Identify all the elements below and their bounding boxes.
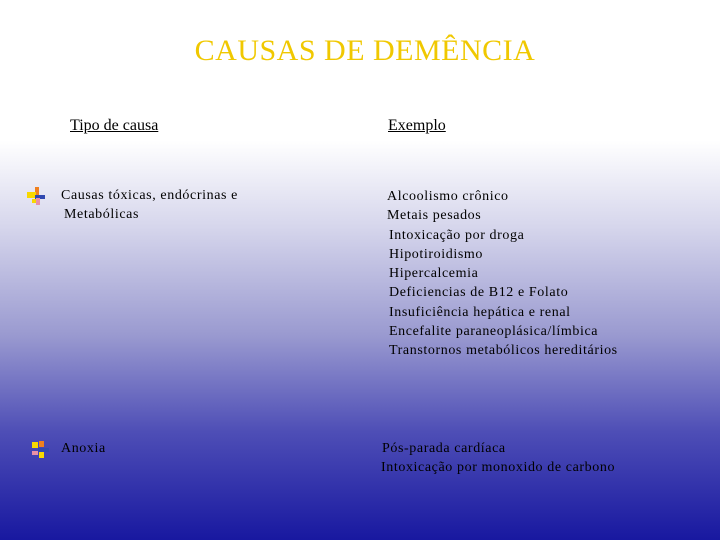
- example-item: Intoxicação por monoxido de carbono: [381, 460, 616, 476]
- bullet-icon: [31, 440, 51, 460]
- example-item: Transtornos metabólicos hereditários: [389, 343, 618, 359]
- cause-line: Anoxia: [61, 441, 106, 456]
- cause-line: Metabólicas: [64, 207, 140, 222]
- example-item: Insuficiência hepática e renal: [389, 304, 571, 320]
- example-item: Intoxicação por droga: [389, 227, 525, 243]
- examples-anoxia: [381, 439, 615, 478]
- cause-line: Causas tóxicas, endócrinas e: [61, 188, 238, 203]
- examples-toxic-endocrine: [387, 187, 618, 361]
- cause-anoxia: [61, 439, 106, 458]
- column-header-type: Tipo de causa: [70, 117, 159, 134]
- example-item: Hipotiroidismo: [389, 246, 483, 262]
- cause-toxic-endocrine: [61, 186, 238, 224]
- bullet-icon: [26, 186, 46, 206]
- example-item: Pós-parada cardíaca: [382, 441, 506, 456]
- example-item: Deficiencias de B12 e Folato: [389, 285, 569, 301]
- column-header-example: Exemplo: [388, 117, 446, 134]
- example-item: Alcoolismo crônico: [387, 189, 509, 204]
- example-item: Hipercalcemia: [389, 266, 479, 282]
- slide-title: CAUSAS DE DEMÊNCIA: [194, 34, 536, 67]
- example-item: Metais pesados: [387, 208, 482, 224]
- example-item: Encefalite paraneoplásica/límbica: [389, 324, 599, 340]
